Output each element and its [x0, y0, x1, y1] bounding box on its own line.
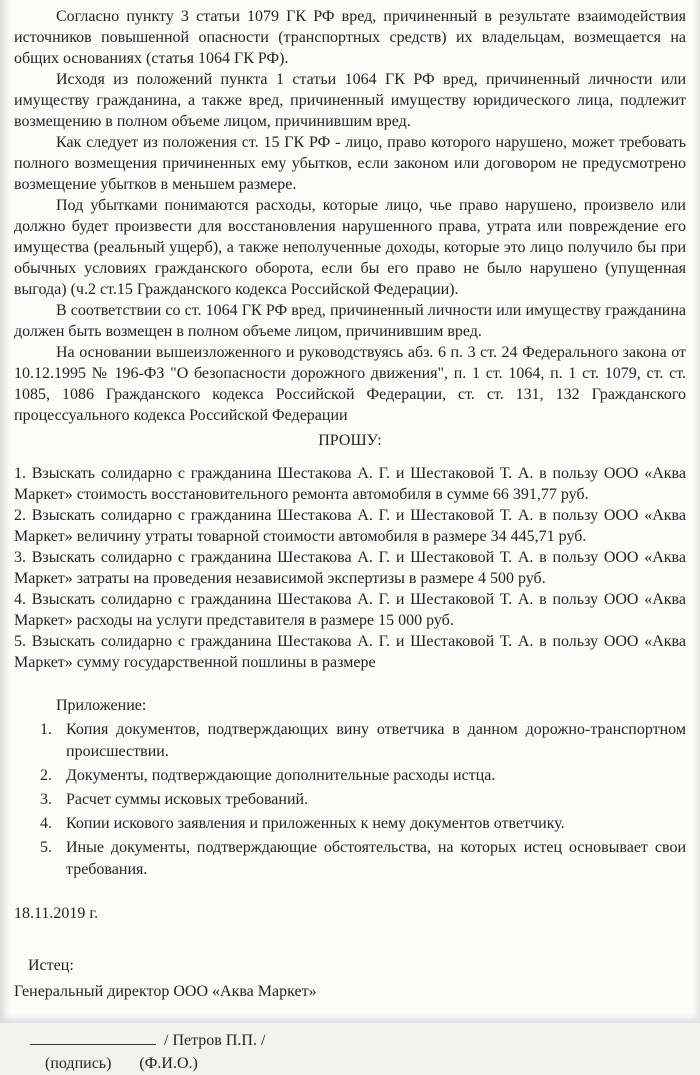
claim-item-1 — [14, 463, 686, 505]
paragraph-compensation: В соответствии со ст. 1064 ГК РФ вред, причиненный личности или имуществу гражданина должен быть возмещен в полном объеме лицом, причинившим вред. — [14, 302, 686, 340]
appendix-item-text: Документы, подтверждающие дополнительные расходы истца. — [66, 767, 496, 784]
plaintiff-title: Генеральный директор ООО «Аква Маркет» — [14, 983, 317, 1000]
appendix-title: Приложение: — [56, 697, 147, 714]
document-date: 18.11.2019 г. — [14, 905, 99, 922]
appendix-item-number: 4. — [40, 815, 52, 832]
appendix-item-number: 1. — [40, 721, 52, 738]
claim-number: 2. — [14, 507, 26, 524]
signature-line — [30, 1029, 156, 1045]
claim-item-5 — [14, 631, 686, 673]
appendix-item-1 — [14, 719, 686, 763]
appendix-item-5 — [14, 837, 686, 881]
appendix-item-text: Расчет суммы исковых требований. — [66, 791, 309, 808]
appendix-item-text: Иные документы, подтверждающие обстоятельства, на которых истец основывает свои требования. — [66, 839, 686, 878]
appendix-item-number: 5. — [40, 839, 52, 856]
signature-row — [14, 1029, 686, 1052]
appendix-item-text: Копия документов, подтверждающих вину ответчика в данном дорожно-транспортном происшествии. — [66, 721, 686, 760]
appendix-list — [14, 719, 686, 881]
claim-number: 5. — [14, 633, 26, 650]
paragraph-gk-15: Как следует из положения ст. 15 ГК РФ - лицо, право которого нарушено, может требовать полного возмещения причиненных ему убытков, если законом или договором не предусмотрено возмещение убытков в меньшем размере. — [14, 134, 686, 193]
paragraph-losses-definition: Под убытками понимаются расходы, которые лицо, чье право нарушено, произвело или должно будет произвести для восстановления нарушенного права, утрата или повреждение его имущества (реальный ущерб), а также неполученные доходы, которые это лицо получило бы при обычных условиях гражданского оборота, если бы его право не было нарушено (упущенная выгода) (ч.2 ст.15 Гражданского кодекса Российской Федерации). — [14, 197, 686, 298]
appendix-item-text: Копии искового заявления и приложенных к нему документов ответчику. — [66, 815, 565, 832]
signature-name: / Петров П.П. / — [164, 1032, 266, 1049]
signature-caption: (подпись) — [45, 1055, 112, 1072]
plaintiff-label: Истец: — [28, 957, 74, 974]
fio-caption: (Ф.И.О.) — [139, 1055, 198, 1072]
request-heading: ПРОШУ: — [318, 432, 382, 449]
appendix-item-number: 3. — [40, 791, 52, 808]
claim-text: Взыскать солидарно с гражданина Шестакова А. Г. и Шестаковой Т. А. в пользу ООО «Аква Маркет» стоимость восстановительного ремонта автомобиля в сумме 66 391,77 руб. — [14, 465, 687, 503]
claim-number: 1. — [14, 465, 26, 482]
signature-captions — [14, 1053, 686, 1075]
paragraph-gk-1079: Согласно пункту 3 статьи 1079 ГК РФ вред, причиненный в результате взаимодействия источников повышенной опасности (транспортных средств) их владельцам, возмещается на общих основаниях (статья 1064 ГК РФ). — [14, 8, 686, 67]
claims-list — [14, 463, 686, 673]
claim-item-4 — [14, 589, 686, 631]
paragraph-gk-1064: Исходя из положений пункта 1 статьи 1064 ГК РФ вред, причиненный личности или имуществу гражданина, а также вред, причиненный имуществу юридического лица, подлежит возмещению в полном объеме лицом, причинившим вред. — [14, 71, 686, 130]
legal-basis-section — [14, 6, 686, 426]
appendix-item-number: 2. — [40, 767, 52, 784]
appendix-item-2 — [14, 765, 686, 787]
paragraph-legal-grounds: На основании вышеизложенного и руководствуясь абз. 6 п. 3 ст. 24 Федерального закона от 10.12.1995 № 196-ФЗ "О безопасности дорожного движения", п. 1 ст. 1064, п. 1 ст. 1079, ст. ст. 1085, 1086 Гражданского кодекса Российской Федерации, ст. ст. 131, 132 Гражданского процессуального кодекса Российской Федерации — [14, 344, 686, 424]
claim-item-3 — [14, 547, 686, 589]
appendix-item-3 — [14, 789, 686, 811]
claim-text: Взыскать солидарно с гражданина Шестакова А. Г. и Шестаковой Т. А. в пользу ООО «Аква Маркет» сумму государственной пошлины в размере — [14, 633, 687, 671]
claim-text: Взыскать солидарно с гражданина Шестакова А. Г. и Шестаковой Т. А. в пользу ООО «Аква Маркет» затраты на проведения независимой экспертизы в размере 4 500 руб. — [14, 549, 687, 587]
claim-item-2 — [14, 505, 686, 547]
appendix-item-4 — [14, 813, 686, 835]
claim-text: Взыскать солидарно с гражданина Шестакова А. Г. и Шестаковой Т. А. в пользу ООО «Аква Маркет» расходы на услуги представителя в размере 15 000 руб. — [14, 591, 687, 629]
claim-number: 3. — [14, 549, 26, 566]
claim-number: 4. — [14, 591, 26, 608]
claim-text: Взыскать солидарно с гражданина Шестакова А. Г. и Шестаковой Т. А. в пользу ООО «Аква Маркет» величину утраты товарной стоимости автомобиля в размере 34 445,71 руб. — [14, 507, 687, 545]
